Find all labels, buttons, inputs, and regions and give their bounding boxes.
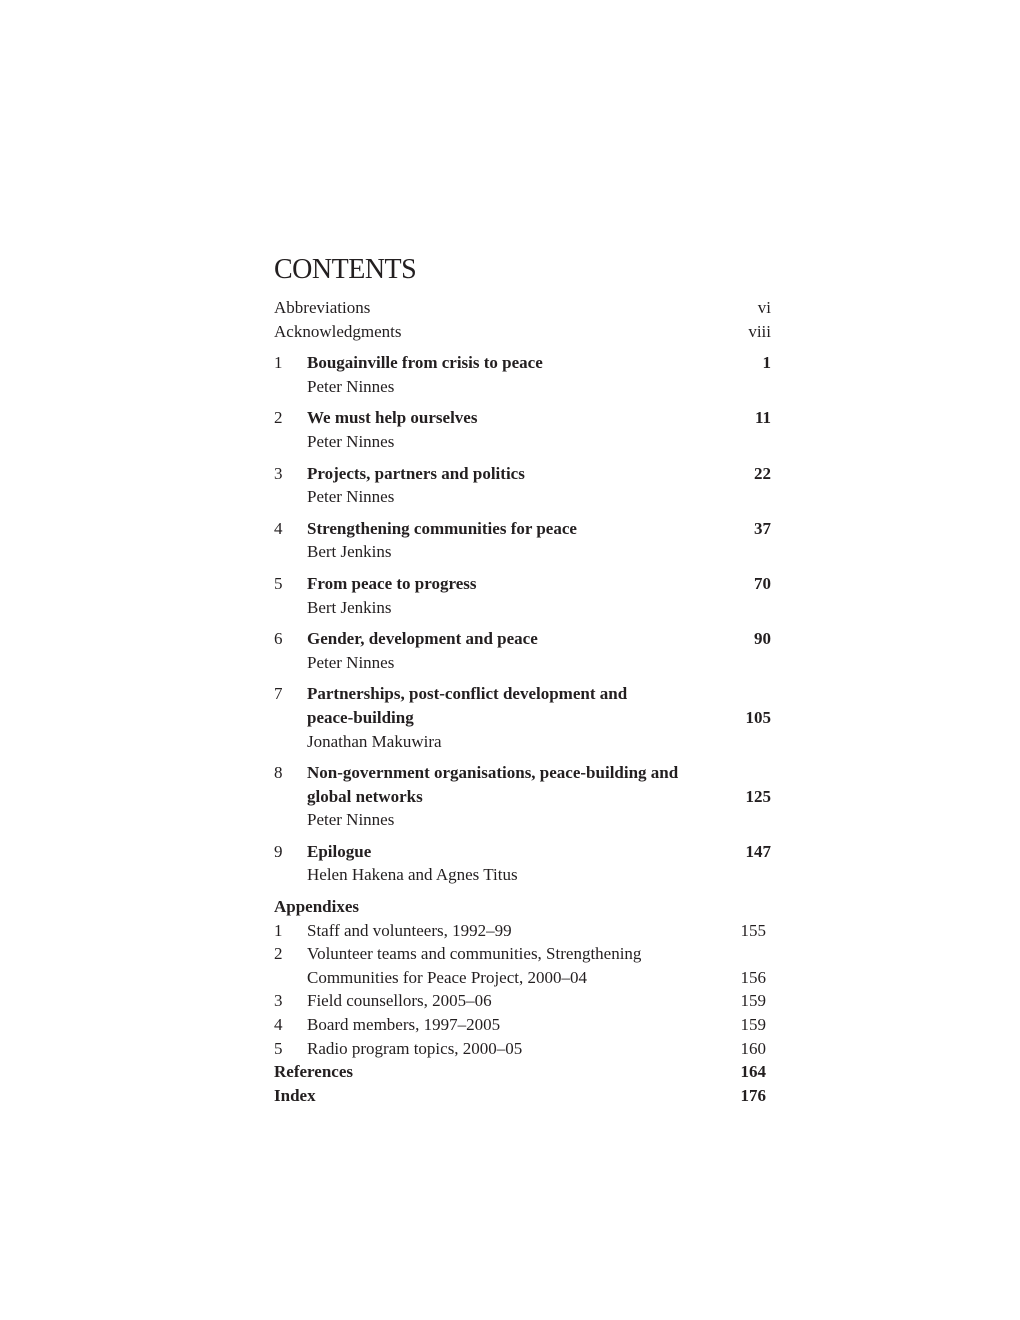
- chapter-author: Helen Hakena and Agnes Titus: [307, 865, 518, 885]
- chapter-page: 70: [754, 573, 771, 593]
- chapter-title: Projects, partners and politics: [307, 463, 525, 483]
- appendix-page: 160: [740, 1038, 766, 1058]
- chapter-title: Bougainville from crisis to peace: [307, 353, 543, 373]
- page-title: CONTENTS: [274, 254, 417, 285]
- chapter-page: 125: [745, 786, 771, 806]
- chapter-title: Non-government organisations, peace-building and global networks: [307, 763, 679, 806]
- chapter-number: 7: [274, 684, 283, 704]
- back-matter-label: References: [274, 1062, 353, 1082]
- appendix-entry: [274, 1037, 771, 1061]
- chapter-entry: [274, 761, 771, 832]
- appendix-title: Radio program topics, 2000–05: [307, 1038, 523, 1058]
- chapter-entry: [274, 517, 771, 564]
- chapter-title: Strengthening communities for peace: [307, 518, 577, 538]
- appendix-entry: [274, 1013, 771, 1037]
- front-matter-label: Abbreviations: [274, 298, 371, 317]
- chapter-author: Jonathan Makuwira: [307, 731, 442, 751]
- chapter-title: Gender, development and peace: [307, 629, 538, 649]
- appendix-title: Volunteer teams and communities, Strengthening Communities for Peace Project, 2000–04: [307, 944, 642, 987]
- chapter-title: Partnerships, post-conflict development and peace-building: [307, 684, 628, 727]
- chapter-title: Epilogue: [307, 841, 372, 861]
- chapter-number: 1: [274, 353, 283, 373]
- chapter-entry: [274, 840, 771, 887]
- chapter-entry: [274, 627, 771, 674]
- appendix-number: 5: [274, 1038, 283, 1058]
- chapter-entry: [274, 462, 771, 509]
- chapter-author: Peter Ninnes: [307, 376, 395, 396]
- table-of-contents: [274, 252, 771, 1107]
- appendix-page: 159: [740, 1015, 766, 1035]
- chapter-page: 147: [745, 841, 771, 861]
- appendix-entry: [274, 942, 771, 989]
- chapter-page: 22: [754, 463, 771, 483]
- appendix-number: 3: [274, 991, 283, 1011]
- chapter-number: 8: [274, 763, 283, 783]
- chapter-number: 4: [274, 518, 283, 538]
- chapter-author: Peter Ninnes: [307, 431, 395, 451]
- chapter-number: 9: [274, 841, 283, 861]
- appendix-entry: [274, 919, 771, 943]
- back-matter-label: Index: [274, 1085, 316, 1105]
- back-matter-page: 176: [740, 1085, 766, 1105]
- chapter-page: 37: [754, 518, 771, 538]
- chapter-author: Peter Ninnes: [307, 810, 395, 830]
- chapter-number: 5: [274, 573, 283, 593]
- chapter-title: We must help ourselves: [307, 408, 478, 428]
- back-matter-item: [274, 1060, 771, 1084]
- appendix-number: 4: [274, 1015, 283, 1035]
- chapter-title: From peace to progress: [307, 573, 477, 593]
- appendix-page: 159: [740, 991, 766, 1011]
- front-matter-page: vi: [757, 298, 771, 317]
- chapter-page: 11: [754, 408, 771, 428]
- chapter-page: 90: [754, 629, 771, 649]
- appendix-page: 156: [740, 967, 766, 987]
- appendix-title: Field counsellors, 2005–06: [307, 991, 492, 1011]
- appendix-number: 2: [274, 944, 283, 964]
- chapter-number: 2: [274, 408, 283, 428]
- front-matter-item: [274, 320, 771, 344]
- appendix-page: 155: [740, 920, 766, 940]
- front-matter-label: Acknowledgments: [274, 321, 402, 341]
- back-matter-item: [274, 1084, 771, 1108]
- chapter-entry: [274, 572, 771, 619]
- chapter-entry: [274, 406, 771, 453]
- appendix-title: Board members, 1997–2005: [307, 1015, 501, 1035]
- chapter-author: Peter Ninnes: [307, 487, 395, 507]
- back-matter-page: 164: [740, 1062, 766, 1082]
- chapter-author: Bert Jenkins: [307, 597, 392, 617]
- chapter-page: 105: [745, 707, 771, 727]
- front-matter-item: [274, 296, 771, 320]
- chapter-entry: [274, 351, 771, 398]
- chapter-entry: [274, 682, 771, 753]
- chapter-author: Bert Jenkins: [307, 542, 392, 562]
- chapter-author: Peter Ninnes: [307, 652, 395, 672]
- appendix-entry: [274, 989, 771, 1013]
- appendix-title: Staff and volunteers, 1992–99: [307, 920, 512, 940]
- chapter-number: 3: [274, 463, 283, 483]
- appendix-number: 1: [274, 920, 283, 940]
- front-matter-page: viii: [748, 321, 771, 341]
- chapter-number: 6: [274, 629, 283, 649]
- chapter-page: 1: [762, 353, 771, 373]
- appendixes-heading: Appendixes: [274, 897, 360, 917]
